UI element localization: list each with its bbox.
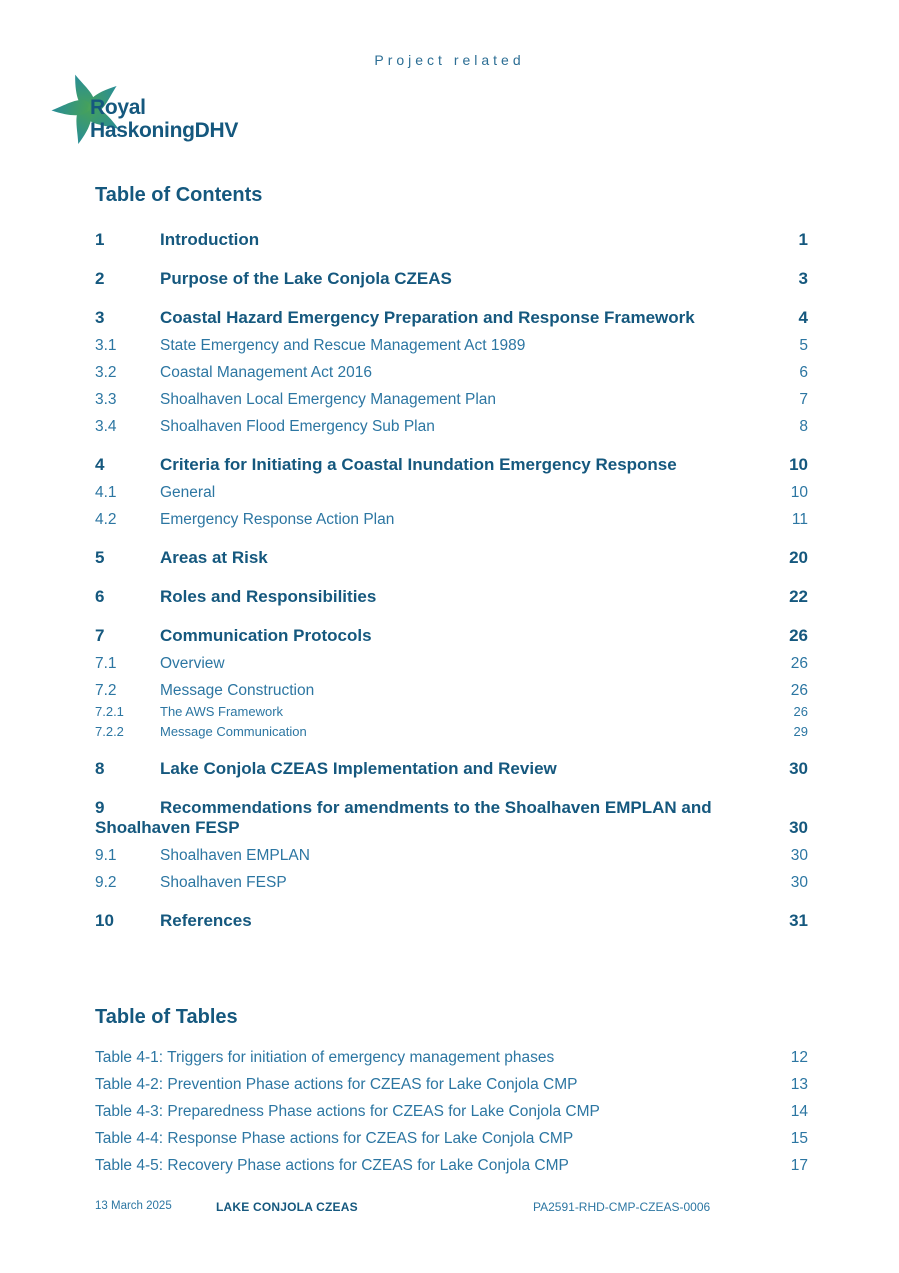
table-list-entry-3[interactable] [95, 1102, 808, 1121]
toc-entry-number: 9.1 [95, 847, 117, 864]
toc-entry-title: Coastal Management Act 2016 [160, 364, 372, 381]
toc-entry-page: 26 [790, 655, 808, 672]
toc-entry-number: 5 [95, 548, 105, 567]
toc-entry-3[interactable] [95, 308, 808, 328]
toc-entry-line2 [95, 818, 808, 838]
toc-entry-7.2.1[interactable] [95, 703, 808, 720]
toc-entry-4.2[interactable] [95, 510, 808, 529]
toc-entry-title: Message Construction [160, 682, 315, 699]
toc-entry-7.1[interactable] [95, 654, 808, 673]
toc-entry-page: 3 [798, 269, 808, 288]
toc-entry-number: 7 [95, 626, 105, 645]
toc-entry-number: 7.2.2 [95, 724, 124, 739]
toc-entry-number: 4.1 [95, 484, 117, 501]
toc-entry-9.2[interactable] [95, 873, 808, 892]
toc-entry-number: 7.2 [95, 682, 117, 699]
toc-entry-page: 30 [790, 847, 808, 864]
toc-entry-number: 3.1 [95, 337, 117, 354]
toc-entry-number: 6 [95, 587, 105, 606]
toc-entry-page: 30 [789, 759, 808, 778]
table-list-entry-1[interactable] [95, 1048, 808, 1067]
toc-entry-1[interactable] [95, 230, 808, 250]
toc-entry-9[interactable] [95, 798, 808, 838]
toc-entry-6[interactable] [95, 587, 808, 607]
toc-entry-page: 4 [798, 308, 808, 327]
toc-entry-page: 26 [789, 626, 808, 645]
toc-entry-number: 4.2 [95, 511, 117, 528]
toc-entry-3.3[interactable] [95, 390, 808, 409]
table-entry-title: Table 4-1: Triggers for initiation of emergency management phases [95, 1049, 555, 1066]
toc-entry-4[interactable] [95, 455, 808, 475]
toc-list [95, 230, 808, 931]
toc-heading: Table of Contents [95, 184, 263, 206]
toc-entry-3.4[interactable] [95, 417, 808, 436]
toc-entry-number: 7.2.1 [95, 704, 124, 719]
toc-entry-number: 8 [95, 759, 105, 778]
toc-entry-page: 31 [789, 911, 808, 930]
wordmark-line1: Royal [90, 96, 146, 119]
toc-entry-page: 6 [799, 364, 808, 381]
toc-entry-7.2[interactable] [95, 681, 808, 700]
table-entry-title: Table 4-5: Recovery Phase actions for CZEAS for Lake Conjola CMP [95, 1157, 569, 1174]
table-entry-title: Table 4-3: Preparedness Phase actions for CZEAS for Lake Conjola CMP [95, 1103, 600, 1120]
toc-entry-page: 11 [791, 511, 808, 528]
toc-entry-number: 3 [95, 308, 105, 327]
toc-entry-4.1[interactable] [95, 483, 808, 502]
table-list-entry-4[interactable] [95, 1129, 808, 1148]
toc-entry-page: 10 [789, 455, 808, 474]
toc-entry-title: Introduction [160, 230, 260, 249]
toc-entry-title: Criteria for Initiating a Coastal Inundation Emergency Response [160, 455, 677, 474]
table-entry-page: 14 [790, 1103, 808, 1120]
toc-entry-3.2[interactable] [95, 363, 808, 382]
toc-entry-page: 20 [789, 548, 808, 567]
toc-entry-title: Shoalhaven Flood Emergency Sub Plan [160, 418, 435, 435]
table-of-tables-list [95, 1048, 808, 1175]
toc-entry-number: 2 [95, 269, 105, 288]
footer-doc-number: PA2591-RHD-CMP-CZEAS-0006 [533, 1200, 711, 1214]
toc-entry-title-continued: Shoalhaven FESP [95, 818, 240, 837]
toc-entry-number: 10 [95, 911, 114, 930]
company-logo [42, 60, 302, 158]
toc-entry-5[interactable] [95, 548, 808, 568]
toc-entry-page: 8 [799, 418, 808, 435]
header-classification-label: Project related [374, 52, 525, 68]
toc-entry-number: 1 [95, 230, 105, 249]
toc-entry-number: 9 [95, 798, 105, 817]
footer-date: 13 March 2025 [95, 1200, 172, 1212]
table-entry-title: Table 4-2: Prevention Phase actions for CZEAS for Lake Conjola CMP [95, 1076, 578, 1093]
toc-entry-page: 26 [790, 682, 808, 699]
toc-entry-line1 [95, 798, 808, 818]
toc-entry-title: Message Communication [160, 724, 307, 739]
table-entry-page: 12 [790, 1049, 808, 1066]
table-entry-page: 15 [790, 1130, 808, 1147]
toc-entry-number: 4 [95, 455, 105, 474]
toc-entry-title: Coastal Hazard Emergency Preparation and Response Framework [160, 308, 695, 327]
toc-entry-title: The AWS Framework [160, 704, 284, 719]
toc-entry-number: 7.1 [95, 655, 117, 672]
wordmark-line2: HaskoningDHV [90, 119, 239, 142]
toc-entry-title: General [160, 484, 216, 501]
toc-entry-number: 9.2 [95, 874, 117, 891]
toc-entry-page: 30 [789, 818, 808, 837]
table-entry-page: 17 [790, 1157, 808, 1174]
toc-entry-page: 10 [790, 484, 808, 501]
toc-entry-title: Emergency Response Action Plan [160, 511, 395, 528]
toc-entry-8[interactable] [95, 759, 808, 779]
toc-entry-title: Lake Conjola CZEAS Implementation and Review [160, 759, 557, 778]
toc-entry-7[interactable] [95, 626, 808, 646]
table-of-tables-heading: Table of Tables [95, 1006, 238, 1028]
toc-entry-title: Roles and Responsibilities [160, 587, 377, 606]
table-list-entry-2[interactable] [95, 1075, 808, 1094]
toc-entry-page: 1 [798, 230, 808, 249]
toc-entry-number: 3.4 [95, 418, 117, 435]
page-footer [95, 1200, 808, 1218]
toc-entry-title: Purpose of the Lake Conjola CZEAS [160, 269, 452, 288]
toc-entry-7.2.2[interactable] [95, 723, 808, 740]
table-entry-title: Table 4-4: Response Phase actions for CZEAS for Lake Conjola CMP [95, 1130, 574, 1147]
toc-entry-page: 7 [799, 391, 808, 408]
toc-entry-title: Areas at Risk [160, 548, 268, 567]
toc-entry-3.1[interactable] [95, 336, 808, 355]
toc-entry-title: Communication Protocols [160, 626, 372, 645]
toc-entry-9.1[interactable] [95, 846, 808, 865]
toc-entry-page: 5 [799, 337, 808, 354]
toc-entry-page: 29 [793, 724, 808, 739]
toc-entry-page: 30 [790, 874, 808, 891]
toc-entry-page: 26 [793, 704, 808, 719]
toc-entry-title: Shoalhaven EMPLAN [160, 847, 310, 864]
company-wordmark [90, 96, 238, 142]
toc-entry-page: 22 [789, 587, 808, 606]
toc-entry-10[interactable] [95, 911, 808, 931]
toc-entry-number: 3.3 [95, 391, 117, 408]
toc-entry-title: References [160, 911, 252, 930]
toc-entry-title: Overview [160, 655, 225, 672]
footer-doc-title: LAKE CONJOLA CZEAS [216, 1200, 358, 1214]
toc-entry-title: Recommendations for amendments to the Shoalhaven EMPLAN and [160, 798, 712, 817]
toc-entry-title: State Emergency and Rescue Management Act 1989 [160, 337, 526, 354]
table-list-entry-5[interactable] [95, 1156, 808, 1175]
table-entry-page: 13 [790, 1076, 808, 1093]
toc-entry-title: Shoalhaven Local Emergency Management Plan [160, 391, 497, 408]
toc-entry-number: 3.2 [95, 364, 117, 381]
toc-entry-2[interactable] [95, 269, 808, 289]
toc-entry-title: Shoalhaven FESP [160, 874, 287, 891]
